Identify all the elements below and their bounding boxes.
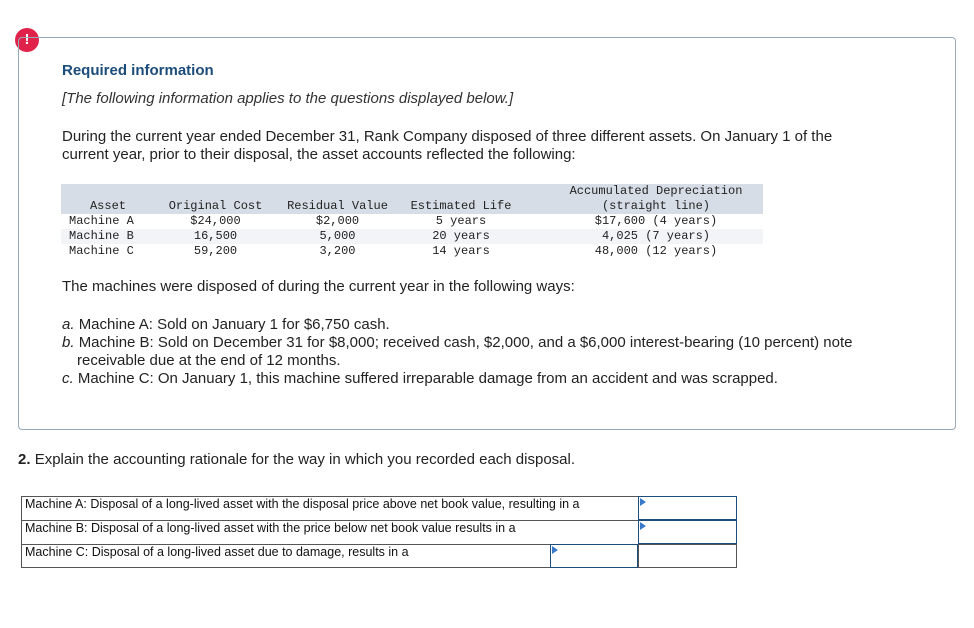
intro-paragraph: During the current year ended December 31, Rank Company disposed of three different assets. On January 1 of the current year, prior to their disposal, the asset accounts reflected the following: (62, 128, 833, 163)
cell-estimated-life: 5 years (435, 214, 487, 228)
cell-estimated-life: 20 years (399, 229, 523, 244)
cell-accumulated-depreciation: 48,000 (12 years) (594, 244, 718, 258)
item-letter: a. (62, 316, 75, 333)
answer-row-machine-a (21, 496, 737, 520)
list-item (62, 370, 912, 388)
disposal-intro: The machines were disposed of during the current year in the following ways: (62, 278, 575, 295)
cell-asset: Machine B (61, 229, 155, 244)
table-row (61, 244, 763, 259)
answer-text: Machine A: Disposal of a long-lived asset with the disposal price above net book value, resulting in a (25, 497, 580, 511)
item-letter: b. (62, 334, 75, 351)
dropdown-triangle-icon (640, 522, 646, 530)
list-item (62, 316, 912, 334)
item-text: Machine B: Sold on December 31 for $8,000; received cash, $2,000, and a $6,000 interest-bearing (10 percent) note receivable due at the end of 12 months. (77, 334, 853, 369)
cell-asset: Machine A (69, 214, 134, 228)
cell-accumulated-depreciation: $17,600 (4 years) (594, 214, 718, 228)
answer-dropdown-machine-a[interactable] (638, 496, 737, 520)
cell-original-cost: $24,000 (190, 214, 241, 228)
cell-estimated-life: 14 years (432, 244, 490, 258)
header-asset: Asset (61, 199, 155, 214)
table-row (61, 214, 763, 229)
cell-residual-value: 5,000 (276, 229, 399, 244)
question-prompt (18, 451, 575, 468)
header-estimated-life: Estimated Life (399, 199, 523, 214)
answer-text: Machine C: Disposal of a long-lived asset due to damage, results in a (25, 545, 409, 559)
answer-row-machine-c (21, 544, 737, 568)
header-straight-line: (straight line) (549, 199, 763, 214)
alert-exclamation-icon: ! (15, 28, 39, 52)
disposal-list (62, 316, 912, 388)
question-text: Explain the accounting rationale for the way in which you recorded each disposal. (34, 451, 576, 468)
cell-accumulated-depreciation: 4,025 (7 years) (549, 229, 763, 244)
cell-original-cost: 59,200 (193, 244, 238, 258)
answer-dropdown-machine-c[interactable] (550, 544, 638, 568)
list-item (62, 334, 912, 370)
header-accumulated-depreciation: Accumulated Depreciation (549, 184, 763, 199)
header-original-cost: Original Cost (155, 199, 276, 214)
answer-row-machine-b (21, 520, 737, 544)
table-row (61, 229, 763, 244)
column-divider (638, 544, 639, 568)
cell-original-cost: 16,500 (155, 229, 276, 244)
required-information-panel (18, 37, 956, 430)
item-text: Machine C: On January 1, this machine suffered irreparable damage from an accident and was scrapped. (77, 370, 778, 387)
header-residual-value: Residual Value (276, 199, 399, 214)
cell-residual-value: 3,200 (319, 244, 356, 258)
item-text: Machine A: Sold on January 1 for $6,750 cash. (78, 316, 390, 333)
answer-text: Machine B: Disposal of a long-lived asset with the price below net book value results in a (25, 521, 516, 535)
info-note: [The following information applies to the questions displayed below.] (62, 90, 514, 107)
answer-table (21, 496, 737, 568)
question-number: 2. (18, 451, 31, 468)
required-title: Required information (62, 62, 214, 79)
dropdown-triangle-icon (640, 498, 646, 506)
dropdown-triangle-icon (552, 546, 558, 554)
asset-table (61, 184, 763, 259)
cell-residual-value: $2,000 (315, 214, 360, 228)
answer-dropdown-machine-b[interactable] (638, 520, 737, 544)
cell-asset: Machine C (69, 244, 134, 258)
item-letter: c. (62, 370, 74, 387)
